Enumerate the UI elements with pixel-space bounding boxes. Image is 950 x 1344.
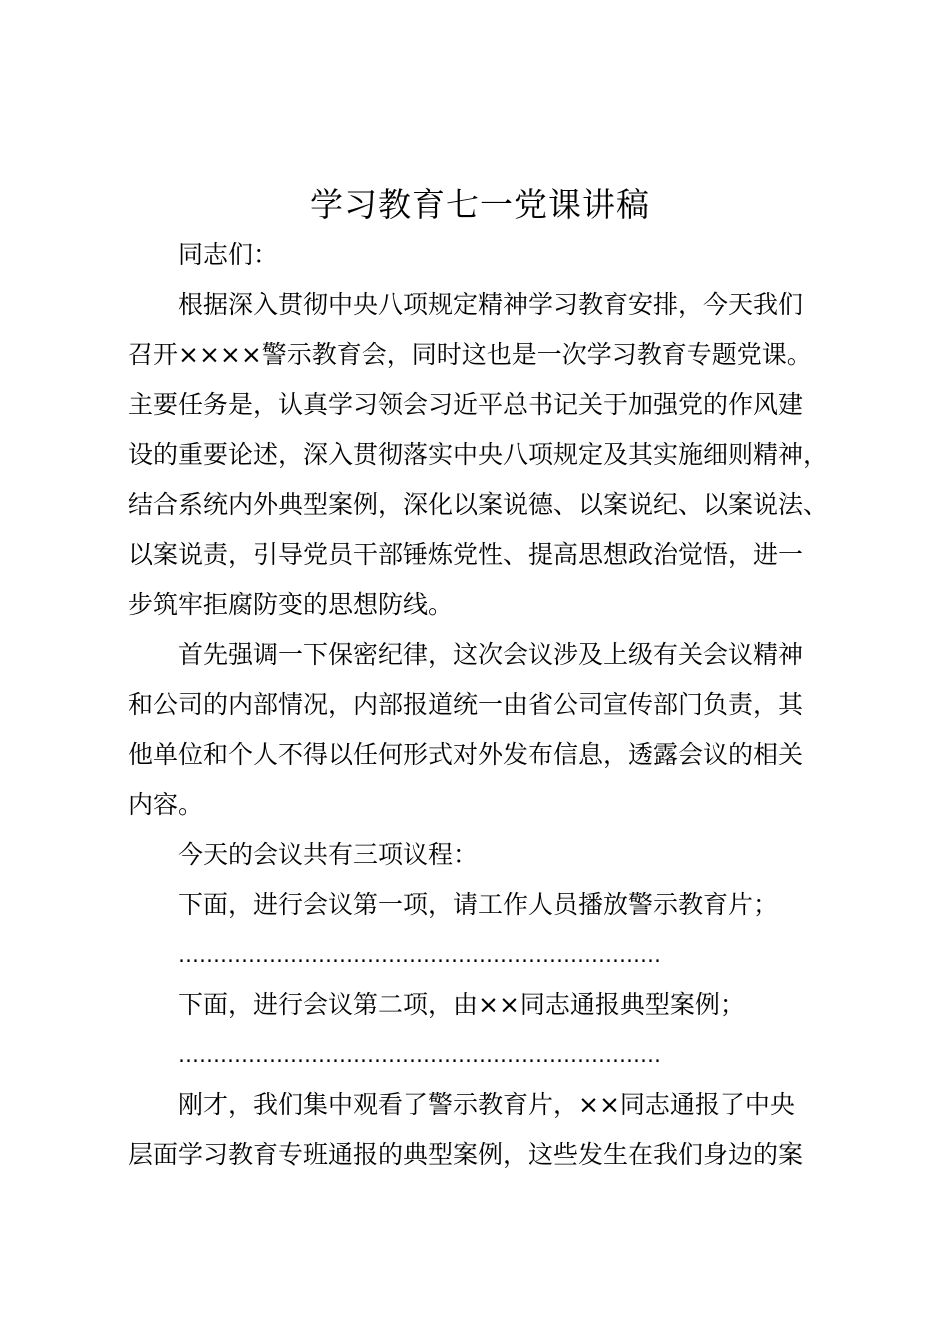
agenda-intro-line: 今天的会议共有三项议程： [178, 840, 479, 869]
paragraph-1-line-7: 步筑牢拒腐防变的思想防线。 [128, 590, 454, 619]
paragraph-1-line-5: 结合系统内外典型案例，深化以案说德、以案说纪、以案说法、 [128, 490, 829, 519]
ellipsis-line-1: …………………………………………………………… [178, 943, 661, 967]
paragraph-2-line-1: 首先强调一下保密纪律，这次会议涉及上级有关会议精神 [178, 640, 804, 669]
paragraph-2-line-3: 他单位和个人不得以任何形式对外发布信息，透露会议的相关 [128, 740, 804, 769]
paragraph-1-line-6: 以案说责，引导党员干部锤炼党性、提高思想政治觉悟，进一 [128, 540, 804, 569]
salutation-line: 同志们： [178, 240, 279, 269]
paragraph-1-line-4: 设的重要论述，深入贯彻落实中央八项规定及其实施细则精神， [128, 440, 829, 469]
paragraph-2-line-2: 和公司的内部情况，内部报道统一由省公司宣传部门负责，其 [128, 690, 804, 719]
paragraph-1-line-2: 召开××××警示教育会，同时这也是一次学习教育专题党课。 [128, 340, 812, 369]
paragraph-1-line-1: 根据深入贯彻中央八项规定精神学习教育安排，今天我们 [178, 290, 804, 319]
document-title: 学习教育七一党课讲稿 [310, 185, 650, 224]
paragraph-1-line-3: 主要任务是，认真学习领会习近平总书记关于加强党的作风建 [128, 390, 804, 419]
paragraph-3-line-2: 层面学习教育专班通报的典型案例，这些发生在我们身边的案 [128, 1140, 804, 1169]
ellipsis-line-2: …………………………………………………………… [178, 1043, 661, 1067]
paragraph-2-line-4: 内容。 [128, 790, 204, 819]
agenda-item-1-line: 下面，进行会议第一项，请工作人员播放警示教育片； [178, 890, 779, 919]
agenda-item-2-line: 下面，进行会议第二项，由××同志通报典型案例； [178, 990, 745, 1019]
paragraph-3-line-1: 刚才，我们集中观看了警示教育片，××同志通报了中央 [178, 1090, 795, 1119]
